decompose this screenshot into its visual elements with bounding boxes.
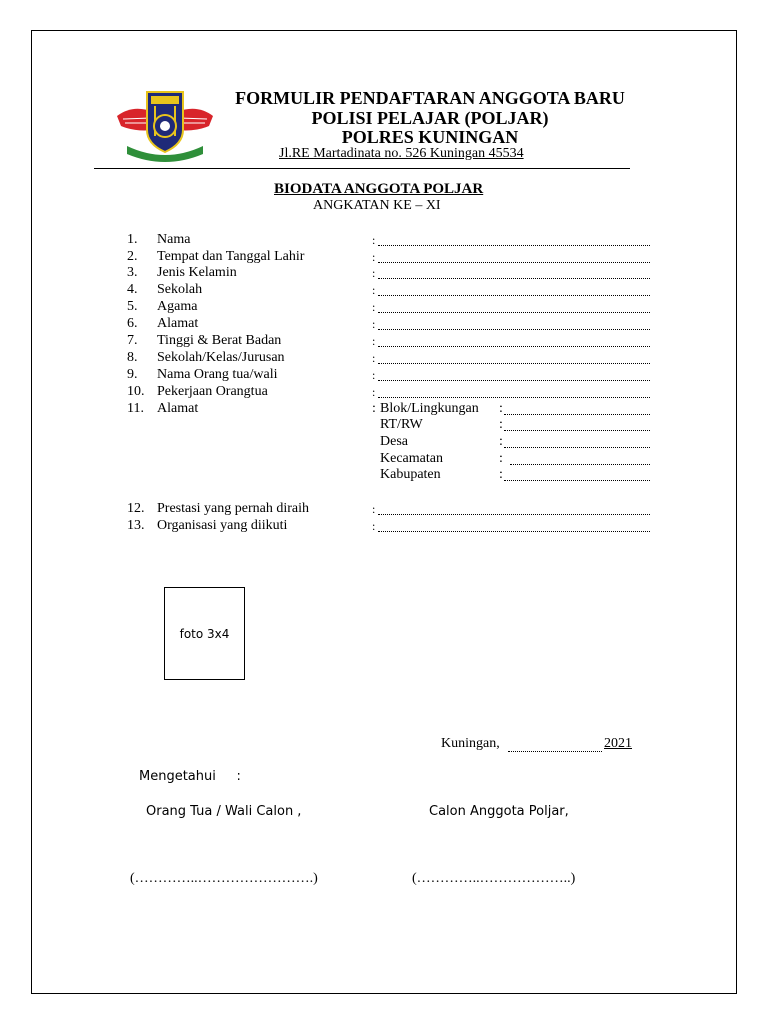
field-label-alamat-detail: Alamat	[157, 401, 199, 416]
field-number: 1.	[127, 232, 138, 247]
field-input-tinggi-berat[interactable]: :	[372, 334, 650, 348]
field-label-orang-tua: Nama Orang tua/wali	[157, 367, 278, 382]
form-title-line2: POLISI PELAJAR (POLJAR)	[311, 108, 549, 128]
field-label-nama: Nama	[157, 232, 191, 247]
field-input-kelas-jurusan[interactable]: :	[372, 351, 650, 365]
field-number: 4.	[127, 282, 138, 297]
field-label-sekolah: Sekolah	[157, 282, 203, 297]
address-text: Jl.RE Martadinata no. 526 Kuningan 45534	[279, 146, 524, 161]
photo-label: foto 3x4	[179, 627, 230, 641]
section-subtitle: ANGKATAN KE – XI	[313, 198, 441, 213]
field-number: 5.	[127, 299, 138, 314]
field-input-jenis-kelamin[interactable]: :	[372, 266, 650, 280]
field-input-alamat[interactable]: :	[372, 317, 650, 331]
subfield-label-rtrw: RT/RW	[380, 417, 423, 432]
field-number: 13.	[127, 518, 145, 533]
field-number: 3.	[127, 265, 138, 280]
field-label-organisasi: Organisasi yang diikuti	[157, 518, 288, 533]
field-label-kelas-jurusan: Sekolah/Kelas/Jurusan	[157, 350, 285, 365]
signature-right-title: Calon Anggota Poljar,	[429, 804, 569, 819]
field-number: 12.	[127, 501, 145, 516]
field-number: 11.	[127, 401, 144, 416]
field-label-agama: Agama	[157, 299, 198, 314]
subfield-label-kabupaten: Kabupaten	[380, 467, 441, 482]
field-number: 2.	[127, 249, 138, 264]
field-number: 7.	[127, 333, 138, 348]
field-number: 8.	[127, 350, 138, 365]
colon: :	[499, 417, 503, 432]
subfield-input-desa[interactable]	[504, 447, 650, 448]
signature-right-blank[interactable]: (…………..………………..)	[412, 871, 576, 886]
subfield-input-kecamatan[interactable]	[510, 464, 650, 465]
field-label-prestasi: Prestasi yang pernah diraih	[157, 501, 310, 516]
colon: :	[499, 451, 503, 466]
field-label-alamat: Alamat	[157, 316, 199, 331]
date-input[interactable]	[508, 737, 602, 752]
signature-left-blank[interactable]: (…………..…………………….)	[130, 871, 318, 886]
field-input-prestasi[interactable]: :	[372, 502, 650, 516]
colon: :	[499, 401, 503, 416]
header-divider	[94, 168, 630, 169]
poljar-logo-icon	[113, 86, 217, 164]
subfield-input-rtrw[interactable]	[504, 430, 650, 431]
form-title-line1: FORMULIR PENDAFTARAN ANGGOTA BARU	[235, 88, 625, 108]
field-label-pekerjaan: Pekerjaan Orangtua	[157, 384, 268, 399]
field-input-sekolah[interactable]: :	[372, 283, 650, 297]
place-label: Kuningan,	[441, 736, 500, 751]
subfield-input-blok[interactable]	[504, 414, 650, 415]
subfield-label-blok: Blok/Lingkungan	[380, 401, 479, 416]
subfield-label-kecamatan: Kecamatan	[380, 451, 443, 466]
field-number: 9.	[127, 367, 138, 382]
form-title-line3: POLRES KUNINGAN	[341, 127, 519, 147]
colon: :	[499, 434, 503, 449]
field-number: 6.	[127, 316, 138, 331]
field-label-jenis-kelamin: Jenis Kelamin	[157, 265, 237, 280]
field-number: 10.	[127, 384, 145, 399]
section-title: BIODATA ANGGOTA POLJAR	[274, 181, 484, 197]
colon: :	[499, 467, 503, 482]
colon: :	[372, 401, 376, 416]
subfield-label-desa: Desa	[380, 434, 408, 449]
photo-box[interactable]	[164, 587, 245, 680]
field-input-orang-tua[interactable]: :	[372, 368, 650, 382]
field-input-organisasi[interactable]: :	[372, 519, 650, 533]
field-input-ttl[interactable]: :	[372, 250, 650, 264]
field-label-tinggi-berat: Tinggi & Berat Badan	[157, 333, 282, 348]
field-label-ttl: Tempat dan Tanggal Lahir	[157, 249, 305, 264]
field-input-agama[interactable]: :	[372, 300, 650, 314]
mengetahui-label: Mengetahui :	[139, 769, 241, 784]
signature-left-title: Orang Tua / Wali Calon ,	[146, 804, 302, 819]
subfield-input-kabupaten[interactable]	[504, 480, 650, 481]
field-input-pekerjaan[interactable]: :	[372, 385, 650, 399]
field-input-nama[interactable]: :	[372, 233, 650, 247]
year-text: 2021	[604, 736, 632, 751]
